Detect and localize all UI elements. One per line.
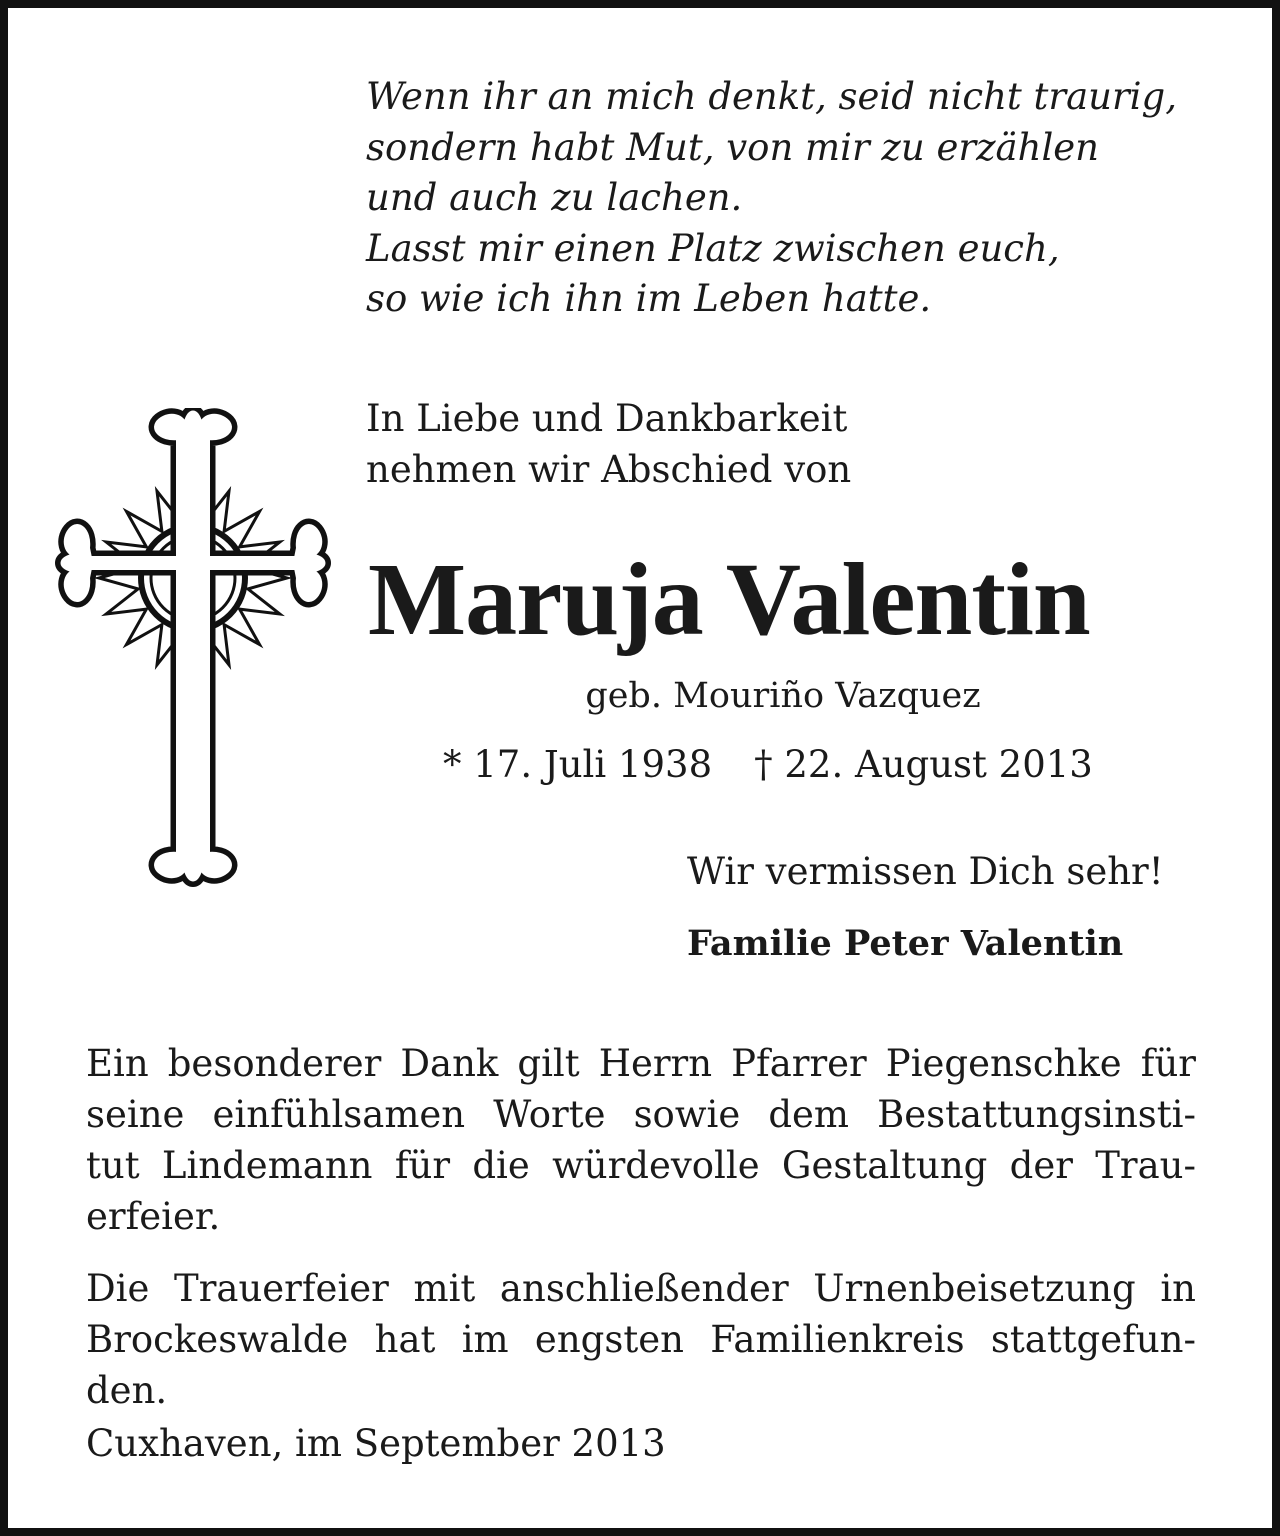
ceremony-paragraph	[86, 1263, 1196, 1416]
birth-date: * 17. Juli 1938	[443, 743, 713, 786]
thanks-line: seine einfühlsamen Worte sowie dem Bestattungsinsti-	[86, 1093, 1196, 1136]
death-date: † 22. August 2013	[754, 743, 1093, 786]
intro-line: nehmen wir Abschied von	[366, 448, 852, 491]
family-signature: Familie Peter Valentin	[687, 923, 1124, 964]
life-dates	[443, 741, 1203, 789]
poem-line: sondern habt Mut, von mir zu erzählen	[366, 125, 1100, 169]
poem-line: Wenn ihr an mich denkt, seid nicht traurig,	[366, 75, 1177, 118]
ceremony-line: Brockeswalde hat im engsten Familienkreis stattgefun-	[86, 1318, 1196, 1361]
thanks-line: tut Lindemann für die würdevolle Gestaltung der Trau-	[86, 1144, 1196, 1187]
poem	[366, 72, 1246, 325]
thanks-line: Ein besonderer Dank gilt Herrn Pfarrer Piegenschke für	[86, 1042, 1196, 1085]
ceremony-line: Die Trauerfeier mit anschließender Urnenbeisetzung in	[86, 1267, 1196, 1310]
place-and-date: Cuxhaven, im September 2013	[86, 1422, 666, 1465]
farewell-line: Wir vermissen Dich sehr!	[687, 850, 1164, 893]
poem-line: und auch zu lachen.	[366, 176, 743, 219]
poem-line: so wie ich ihn im Leben hatte.	[366, 277, 932, 320]
cross-shape-inner	[63, 413, 324, 880]
thanks-line: erfeier.	[86, 1195, 221, 1238]
cross-with-sunburst-icon	[38, 408, 338, 918]
ceremony-line: den.	[86, 1369, 168, 1412]
poem-line: Lasst mir einen Platz zwischen euch,	[366, 226, 1060, 270]
maiden-name: geb. Mouriño Vazquez	[585, 676, 981, 716]
intro-line: In Liebe und Dankbarkeit	[366, 397, 848, 440]
thanks-paragraph	[86, 1038, 1196, 1242]
deceased-name: Maruja Valentin	[368, 542, 1090, 657]
intro-text	[366, 393, 1066, 495]
